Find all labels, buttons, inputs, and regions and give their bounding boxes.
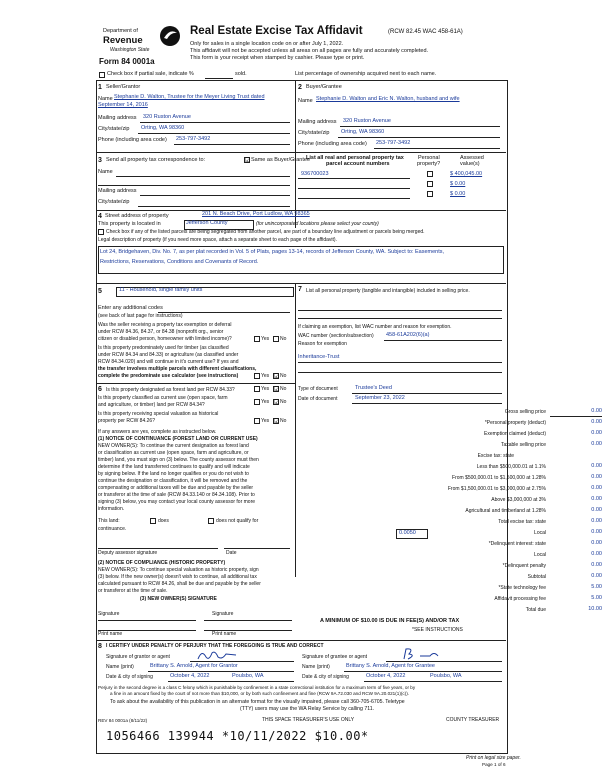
deputy-sig-label: Deputy assessor signature: [98, 550, 158, 556]
q5-2a: Is this property predominately used for timber (as classified: [98, 345, 229, 351]
treasurer-stamp: 1056466 139944 *10/11/2022 $10.00*: [106, 729, 369, 743]
seller-heading-num: 1: [98, 84, 102, 91]
pp-heading-num: 7: [298, 286, 302, 293]
location-heading-num: 4: [98, 213, 102, 220]
page-number: Page 1 of 6: [482, 762, 506, 767]
print-legal-note: Print on legal size paper.: [466, 755, 521, 761]
tax-label-4: Excise tax: state: [477, 453, 514, 459]
land-does-not-checkbox[interactable]: [208, 518, 214, 524]
q5-2-yes-checkbox[interactable]: [254, 373, 260, 379]
agency-line3: Washington State: [110, 47, 150, 53]
grantee-name-field[interactable]: Brittany S. Arnold, Agent for Grantee: [346, 663, 435, 669]
tax-label-10: Total excise tax: state: [498, 519, 546, 525]
notice1-line-2: timber) land, you must sign on (3) below. The county assessor must then: [98, 457, 259, 463]
tax-value-1[interactable]: 0.00: [591, 419, 602, 425]
reason-label: Reason for exemption: [298, 341, 347, 347]
buyer-heading: Buyer/Grantee: [306, 84, 342, 90]
doc-type-label: Type of document: [298, 386, 338, 392]
tax-label-18: Total due: [525, 607, 546, 613]
parcels-header-2a: Personal: [418, 155, 440, 161]
parcel-number-1[interactable]: 936700023: [301, 171, 329, 177]
notice2-line-0: NEW OWNER(S): To continue special valuation as historic property, sign: [98, 567, 259, 573]
land-does-not-label: does not qualify for: [216, 518, 259, 524]
q6-1: Is this property designated as forest land per RCW 84.33?: [106, 387, 235, 393]
q6-1-yes-checkbox[interactable]: [254, 386, 260, 392]
q6-1-no-checkbox[interactable]: ☑: [274, 387, 280, 393]
q5-1a: Was the seller receiving a property tax exemption or deferral: [98, 322, 232, 328]
tax-value-14[interactable]: 0.00: [591, 562, 602, 568]
tax-label-11: Local: [534, 530, 546, 536]
tax-value-3[interactable]: 0.00: [591, 441, 602, 447]
this-land-label: This land:: [98, 518, 120, 524]
tax-value-11[interactable]: 0.00: [591, 529, 602, 535]
q5-1-yes: Yes: [261, 336, 270, 342]
tax-value-0[interactable]: 0.00: [591, 408, 602, 414]
deputy-date-label: Date: [226, 550, 237, 556]
other-codes-label: Enter any additional codes: [98, 305, 163, 311]
q6-3-yes: Yes: [261, 418, 270, 424]
q6-2-yes-checkbox[interactable]: [254, 399, 260, 405]
buyer-mailing-field[interactable]: 320 Ruston Avenue: [343, 118, 391, 124]
tax-label-14: *Delinquent penalty: [502, 563, 546, 569]
corr-city-label: City/state/zip: [98, 199, 130, 205]
wac-field[interactable]: 458-61A202(6)(a): [386, 332, 430, 338]
tax-value-5[interactable]: 0.00: [591, 463, 602, 469]
tax-label-5: Less than $500,000.01 at 1.1%: [476, 464, 546, 470]
ownership-note: List percentage of ownership acquired next to each name.: [295, 71, 437, 77]
notice1-line-5: continue the designation or classification, it will be removed and the: [98, 478, 248, 484]
q6-2b: and agriculture, or timber) land per RCW 84.34?: [98, 402, 205, 408]
partial-sale-label: Check box if partial sale, indicate %: [107, 71, 194, 77]
tax-label-7: From $1,500,000.01 to $3,000,000 at 2.75%: [447, 486, 546, 492]
legal-label: Legal description of property (if you need more space, attach a separate sheet to each page of the affidavit).: [98, 237, 337, 243]
parcels-header-3a: Assessed: [460, 155, 484, 161]
minimum-due: A MINIMUM OF $10.00 IS DUE IN FEE(S) AND/OR TAX: [320, 618, 460, 624]
q5-2-no: No: [280, 373, 287, 379]
grantor-date-field[interactable]: October 4, 2022: [170, 673, 210, 679]
tax-label-1: *Personal property (deduct): [484, 420, 546, 426]
agency-line1: Department of: [103, 28, 138, 34]
parcels-header-1a: List all real and personal property tax: [306, 155, 404, 161]
q5-2-no-checkbox[interactable]: ☑: [274, 374, 280, 380]
legal-text-1: Lot 24, Bridgehaven, Div. No. 7, as per plat recorded in Vol. 5 of Plats, pages 13-14, records of Jefferson County, WA. Subject to: Easements,: [100, 249, 445, 255]
q6-2-yes: Yes: [261, 399, 270, 405]
notice1-line-7: or transferor at the time of sale (RCW 84.33.140 or 84.34.108). Prior to: [98, 492, 255, 498]
tax-label-0: Gross selling price: [504, 409, 546, 415]
form-frame: [96, 80, 508, 754]
perjury-line-1: Perjury in the second degree is a class C felony which is punishable by confinement in a state correctional institution for a maximum term of five years, or by: [98, 685, 416, 690]
tax-value-10[interactable]: 0.00: [591, 518, 602, 524]
notice2-line-1: (3) below. If the new owner(s) doesn't wish to continue, all additional tax: [98, 574, 257, 580]
reason-field[interactable]: Inheritance-Trust: [298, 354, 340, 360]
form-number: Form 84 0001a: [99, 57, 155, 66]
q6-3a: Is this property receiving special valuation as historical: [98, 411, 219, 417]
notice2-title: (2) NOTICE OF COMPLIANCE (HISTORIC PROPERTY): [98, 560, 226, 566]
q5-1c: citizen or disabled person, homeowner with limited income)?: [98, 336, 232, 342]
q6-1-yes: Yes: [261, 386, 270, 392]
q6-2a: Is this property classified as current use (open space, farm: [98, 395, 228, 401]
seller-heading: Seller/Grantor: [106, 84, 141, 90]
notice1-title: (1) NOTICE OF CONTINUANCE (FOREST LAND OR CURRENT USE): [98, 436, 258, 442]
q6-2-no: No: [280, 399, 287, 405]
q5-1-no-checkbox[interactable]: [273, 336, 279, 342]
notice1-line-6: compensating or additional taxes will be due and payable by the seller: [98, 485, 254, 491]
q5-1-yes-checkbox[interactable]: [254, 336, 260, 342]
form-title: Real Estate Excise Tax Affidavit: [190, 25, 363, 37]
tax-label-17: Affidavit processing fee: [494, 596, 546, 602]
tax-value-15[interactable]: 0.00: [591, 573, 602, 579]
buyer-name-label: Name: [298, 98, 313, 104]
q6-1-no: No: [280, 386, 287, 392]
grantee-name-label: Name (print): [302, 664, 330, 670]
buyer-phone-field[interactable]: 253-797-3492: [376, 140, 411, 146]
partial-sale-sold: sold.: [235, 71, 247, 77]
pp-label: List all personal property (tangible and intangible) included in selling price.: [306, 288, 470, 294]
doc-date-label: Date of document: [298, 396, 338, 402]
tax-value-6[interactable]: 0.00: [591, 474, 602, 480]
street-field[interactable]: 201 N. Beach Drive, Port Ludlow, WA 98365: [202, 211, 310, 217]
tax-value-12[interactable]: 0.00: [591, 540, 602, 546]
grantee-date-label: Date & city of signing: [302, 674, 349, 680]
land-use-heading-num: 5: [98, 288, 102, 295]
tax-label-8: Above $3,000,000 at 3%: [491, 497, 546, 503]
access-line-1: To ask about the availability of this publication in an alternate format for the visually impaired, please call 360-705-6705. Teletype: [110, 699, 405, 705]
buyer-mailing-label: Mailing address: [298, 119, 337, 125]
tax-label-6: From $500,000.01 to $1,500,000 at 1.28%: [452, 475, 546, 481]
tax-label-2: Exemption claimed (deduct): [484, 431, 546, 437]
tax-value-17[interactable]: 5.00: [591, 595, 602, 601]
tax-label-9: Agricultural and timberland at 1.28%: [465, 508, 546, 514]
tax-label-15: Subtotal: [527, 574, 546, 580]
header-note1: Only for sales in a single location code on or after July 1, 2022.: [190, 41, 344, 47]
parcel-value-3[interactable]: $ 0.00: [450, 191, 466, 197]
grantor-date-label: Date & city of signing: [106, 674, 153, 680]
unincorporated-note: (for unincorporated locations please select your county): [256, 221, 379, 227]
tax-value-16[interactable]: 5.00: [591, 584, 602, 590]
q6-3-yes-checkbox[interactable]: [254, 418, 260, 424]
grantor-name-field[interactable]: Brittany S. Arnold, Agent for Grantor: [150, 663, 238, 669]
tax-label-12: *Delinquent interest: state: [488, 541, 546, 547]
segregated-label: Check box if any of the listed parcels are being segregated from another parcel, are part of a boundary line adjustment or parcels being merged.: [106, 229, 425, 235]
seller-city-field[interactable]: Orting, WA 98360: [141, 125, 185, 131]
corr-heading: Send all property tax correspondence to:: [106, 157, 206, 163]
tax-label-16: *State technology fee: [498, 585, 546, 591]
access-line-2: (TTY) users may use the WA Relay Service by calling 711.: [240, 706, 375, 712]
grantor-city-field[interactable]: Poulsbo, WA: [232, 673, 264, 679]
grantee-city-field[interactable]: Poulsbo, WA: [430, 673, 462, 679]
header-note2: This affidavit will not be accepted unless all areas on all pages are fully and accurately completed.: [190, 48, 429, 54]
local-rate-value: 0.0050: [399, 530, 416, 536]
notice2-line-2: calculated pursuant to RCW 84.26, shall be due and payable by the seller: [98, 581, 261, 587]
seller-name-field[interactable]: Stephanie D. Walton, Trustee for the Meyer Living Trust dated: [114, 94, 265, 100]
seller-name-field-2[interactable]: September 14, 2016: [98, 102, 148, 108]
county-treasurer: COUNTY TREASURER: [446, 717, 500, 723]
tax-value-18[interactable]: 10.00: [588, 606, 602, 612]
parcel-personal-checkbox-1[interactable]: [427, 171, 433, 177]
land-use-code: 11 - Household, single family units: [119, 287, 203, 293]
located-label: This property is located in: [98, 221, 161, 227]
certify-heading: I CERTIFY UNDER PENALTY OF PERJURY THAT THE FOREGOING IS TRUE AND CORRECT: [106, 643, 324, 649]
same-as-buyer-label: Same as Buyer/Grantee: [251, 157, 311, 163]
doc-type-field[interactable]: Trustee's Deed: [355, 385, 392, 391]
parcels-header-1b: parcel account numbers: [326, 161, 390, 167]
header-note3: This form is your receipt when stamped by cashier. Please type or print.: [190, 55, 365, 61]
parcel-personal-checkbox-3[interactable]: [427, 191, 433, 197]
grantee-date-field[interactable]: October 4, 2022: [366, 673, 406, 679]
notice2-line-3: or transferor at the time of sale.: [98, 588, 168, 594]
certify-heading-num: 8: [98, 643, 102, 650]
buyer-phone-label: Phone (including area code): [298, 141, 367, 147]
seller-phone-field[interactable]: 253-797-3492: [176, 136, 211, 142]
land-does-label: does: [158, 518, 169, 524]
if-yes-note: If any answers are yes, complete as instructed below.: [98, 429, 217, 435]
street-label: Street address of property: [105, 213, 169, 219]
corr-heading-num: 3: [98, 157, 102, 164]
buyer-name-field[interactable]: Stephanie D. Walton and Eric N. Walton, husband and wife: [316, 96, 460, 102]
seller-city-label: City/state/zip: [98, 126, 130, 132]
revenue-logo-icon: [158, 25, 182, 47]
corr-mailing-label: Mailing address: [98, 188, 137, 194]
tax-label-13: Local: [534, 552, 546, 558]
q5-2-yes: Yes: [261, 373, 270, 379]
tax-value-2[interactable]: 0.00: [591, 430, 602, 436]
notice1-line-4: by signing below. If the land no longer qualifies or you do not wish to: [98, 471, 249, 477]
seller-phone-label: Phone (including area code): [98, 137, 167, 143]
legal-text-2: Restrictions, Reservations, Conditions and Covenants of Record.: [100, 259, 259, 265]
seller-name-label: Name: [98, 96, 113, 102]
q5-2b: under RCW 84.34 and 84.33) or agriculture (as classified under: [98, 352, 239, 358]
tax-value-13[interactable]: 0.00: [591, 551, 602, 557]
rev-label: REV 84 0001a (8/11/22): [98, 718, 148, 723]
other-codes-note: (see back of last page for instructions): [98, 313, 183, 319]
buyer-city-label: City/state/zip: [298, 130, 330, 136]
grantor-sig-label: Signature of grantor or agent: [106, 654, 170, 660]
tax-value-7[interactable]: 0.00: [591, 485, 602, 491]
county-value: Jefferson County: [186, 220, 228, 226]
q5-1-no: No: [280, 336, 287, 342]
parcels-header-3b: value(s): [460, 161, 480, 167]
grantee-sig-label: Signature of grantee or agent: [302, 654, 368, 660]
q6-3-no: No: [280, 418, 287, 424]
seller-mailing-field[interactable]: 320 Ruston Avenue: [143, 114, 191, 120]
wac-label: WAC number (section/subsection): [298, 333, 374, 339]
parcel-value-2[interactable]: $ 0.00: [450, 181, 466, 187]
same-as-buyer-checkbox[interactable]: ☑: [245, 158, 251, 164]
q5-2d: the transfer involves multiple parcels with different classifications,: [98, 366, 257, 372]
notice1-line-0: NEW OWNER(S): To continue the current designation as forest land: [98, 443, 249, 449]
exemption-claim-note: If claiming an exemption, list WAC number and reason for exemption.: [298, 324, 452, 330]
tax-label-3: Taxable selling price: [500, 442, 546, 448]
notice3-title: (3) NEW OWNER(S) SIGNATURE: [140, 596, 217, 602]
forest-heading-num: 6: [98, 386, 102, 393]
agency-line2: Revenue: [103, 35, 143, 46]
q6-3b: property per RCW 84.26?: [98, 418, 155, 424]
notice1-line-9: information.: [98, 506, 125, 512]
new-owner-sig-label-2: Signature: [212, 611, 234, 617]
continuance-label: continuance.: [98, 526, 127, 532]
notice1-line-1: or classification as current use (open space, farm and agriculture, or: [98, 450, 249, 456]
q5-2c: RCW 84.34.020) and will continue in it's current use? If yes and: [98, 359, 239, 365]
seller-mailing-label: Mailing address: [98, 115, 137, 121]
grantee-signature-icon: [400, 646, 444, 662]
parcels-header-2b: property?: [417, 161, 441, 167]
parcel-value-1[interactable]: $ 400,045.00: [450, 171, 483, 177]
tax-value-8[interactable]: 0.00: [591, 496, 602, 502]
new-owner-print-label-2: Print name: [212, 631, 237, 637]
notice1-line-3: determine if the land transferred continues to qualify and will indicate: [98, 464, 250, 470]
perjury-line-2: a fine in an amount fixed by the court of not more than $10,000, or by both such confinement and fine (RCW 9A.72.030 and RCW 9A.20.021(1)(c)).: [110, 691, 410, 696]
q6-2-no-checkbox[interactable]: ☑: [274, 400, 280, 406]
land-does-checkbox[interactable]: [150, 518, 156, 524]
corr-name-label: Name: [98, 169, 113, 175]
q6-3-no-checkbox[interactable]: ☑: [274, 419, 280, 425]
segregated-checkbox[interactable]: [98, 229, 104, 235]
parcel-personal-checkbox-2[interactable]: [427, 181, 433, 187]
doc-date-field[interactable]: September 23, 2022: [355, 395, 405, 401]
grantor-signature-icon: [196, 648, 240, 662]
notice1-line-8: signing (3) below, you may contact your local county assessor for more: [98, 499, 256, 505]
new-owner-sig-label-1: Signature: [98, 611, 120, 617]
new-owner-print-label-1: Print name: [98, 631, 123, 637]
treasurer-only: THIS SPACE TREASURER'S USE ONLY: [262, 717, 355, 723]
grantor-name-label: Name (print): [106, 664, 134, 670]
tax-value-9[interactable]: 0.00: [591, 507, 602, 513]
q5-1b: under RCW 84.36, 84.37, or 84.38 (nonprofit org., senior: [98, 329, 224, 335]
partial-sale-checkbox[interactable]: [99, 72, 105, 78]
see-instructions: *SEE INSTRUCTIONS: [412, 627, 463, 633]
buyer-heading-num: 2: [298, 84, 302, 91]
q5-2e: complete the predominate use calculator (see instructions): [98, 373, 239, 379]
form-title-ref: (RCW 82.45 WAC 458-61A): [388, 29, 463, 35]
buyer-city-field[interactable]: Orting, WA 98360: [341, 129, 385, 135]
